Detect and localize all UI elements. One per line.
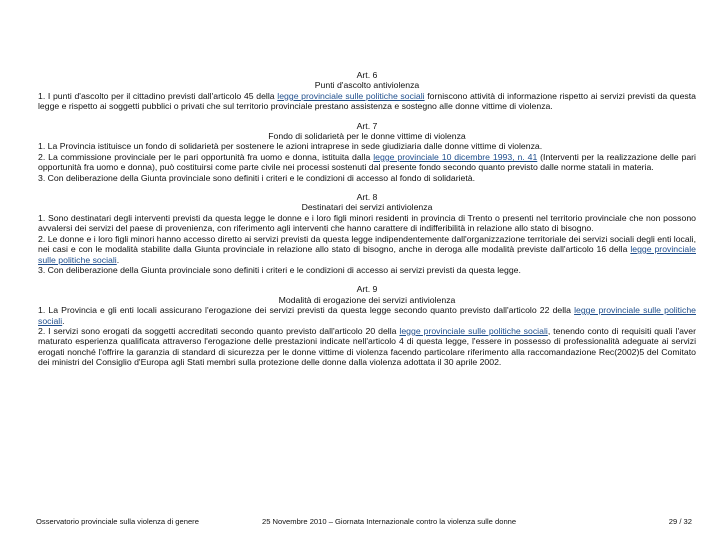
article-number: Art. 7 — [356, 120, 378, 131]
article-7 — [38, 121, 696, 183]
paragraph-text-cont: forniscono attività di informazione rispetto ai servizi previsti da questa legge e rispetto ai soggetti pubblici o privati che sul territorio provinciale prestano assistenza e sostegno alle donne vittime di violenza. — [38, 90, 696, 112]
article-6 — [38, 70, 696, 112]
paragraph-text: 1. I punti d'ascolto per il cittadino previsti dall'articolo 45 della — [38, 90, 278, 101]
law-link[interactable]: legge provinciale 10 dicembre 1993, n. 41 — [373, 151, 538, 162]
article-9 — [38, 284, 696, 367]
page-footer — [36, 517, 692, 526]
paragraph — [38, 213, 696, 234]
footer-source: Osservatorio provinciale sulla violenza di genere — [36, 517, 199, 526]
paragraph-text: 2. I servizi sono erogati da soggetti accreditati secondo quanto previsto dall'articolo 20 della — [38, 325, 400, 336]
paragraph-text-cont: . — [62, 315, 65, 326]
article-number: Art. 9 — [356, 284, 378, 295]
paragraph-text: 2. La commissione provinciale per le pari opportunità fra uomo e donna, istituita dalla — [38, 151, 374, 162]
article-number: Art. 8 — [356, 192, 378, 203]
paragraph-text-cont: . — [116, 254, 120, 265]
article-title: Destinatari dei servizi antiviolenza — [301, 202, 433, 213]
article-title: Punti d'ascolto antiviolenza — [314, 80, 420, 91]
page-number: 29 / 32 — [668, 517, 692, 526]
paragraph — [38, 152, 696, 173]
paragraph-text-cont: (Interventi per la realizzazione delle pari opportunità fra uomo e donna), può costituirsi come parte civile nei processi sostenuti dal presente fondo secondo quanto previsto dalle norme statali in materia. — [38, 151, 696, 173]
paragraph — [38, 234, 696, 265]
footer-event: 25 Novembre 2010 – Giornata Internazionale contro la violenza sulle donne — [262, 517, 517, 526]
paragraph — [38, 265, 696, 275]
paragraph-text: 1. La Provincia e gli enti locali assicurano l'erogazione dei servizi previsti da questa legge secondo quanto previsto dall'articolo 22 della — [38, 305, 575, 316]
paragraph — [38, 91, 696, 112]
paragraph — [38, 305, 696, 326]
law-link[interactable]: legge provinciale sulle politiche sociali — [277, 90, 425, 101]
paragraph — [38, 173, 696, 183]
paragraph-text-cont: , tenendo conto di requisiti quali l'aver maturato esperienza qualificata attraverso l'erogazione delle prestazioni indicate nell'articolo 4 di questa legge, l'essere in possesso di professionalità adeguate ai servizi erogati nonché l'offrire la garanzia di standard di sicurezza per le donne vittime di violenza facendo particolare riferimento alla raccomandazione Rec(2002)5 del Comitato dei ministri del Consiglio d'Europa agli Stati membri sulla protezione delle donne dalla violenza adottata il 30 aprile 2002. — [38, 325, 696, 368]
paragraph-text: 2. Le donne e i loro figli minori hanno accesso diretto ai servizi previsti da questa legge indipendentemente dall'organizzazione territoriale dei servizi sociali degli enti locali, nei casi e con le modalità stabilite dalla Giunta provinciale in relazione allo stato di bisogno, anche in deroga alle modalità previste dall'articolo 16 della — [38, 233, 696, 255]
article-number: Art. 6 — [356, 70, 378, 80]
paragraph — [38, 326, 696, 368]
article-title: Modalità di erogazione dei servizi antiviolenza — [278, 294, 456, 305]
paragraph-text: 3. Con deliberazione della Giunta provinciale sono definiti i criteri e le condizioni di accesso al fondo di solidarietà. — [38, 172, 476, 183]
article-8 — [38, 192, 696, 275]
paragraph — [38, 141, 696, 151]
document-page — [38, 70, 696, 377]
article-title: Fondo di solidarietà per le donne vittime di violenza — [268, 131, 466, 142]
law-link[interactable]: legge provinciale sulle politiche sociali — [399, 325, 548, 336]
paragraph-text: 3. Con deliberazione della Giunta provinciale sono definiti i criteri e le condizioni di accesso ai servizi previsti da questa legge. — [38, 264, 521, 275]
paragraph-text: 1. La Provincia istituisce un fondo di solidarietà per sostenere le azioni intraprese in sede giudiziaria dalle donne vittime di violenza. — [38, 141, 543, 152]
law-link[interactable]: legge provinciale sulle politiche sociali — [38, 244, 696, 265]
paragraph-text: 1. Sono destinatari degli interventi previsti da questa legge le donne e i loro figli minori residenti in provincia di Trento o presenti nel territorio provinciale che non possono avvalersi dei servizi del paese di provenienza, con riferimento agli interventi che hanno carattere di indifferibilità in relazione allo stato di bisogno. — [38, 212, 696, 234]
law-link[interactable]: legge provinciale sulle politiche sociali — [38, 305, 696, 326]
